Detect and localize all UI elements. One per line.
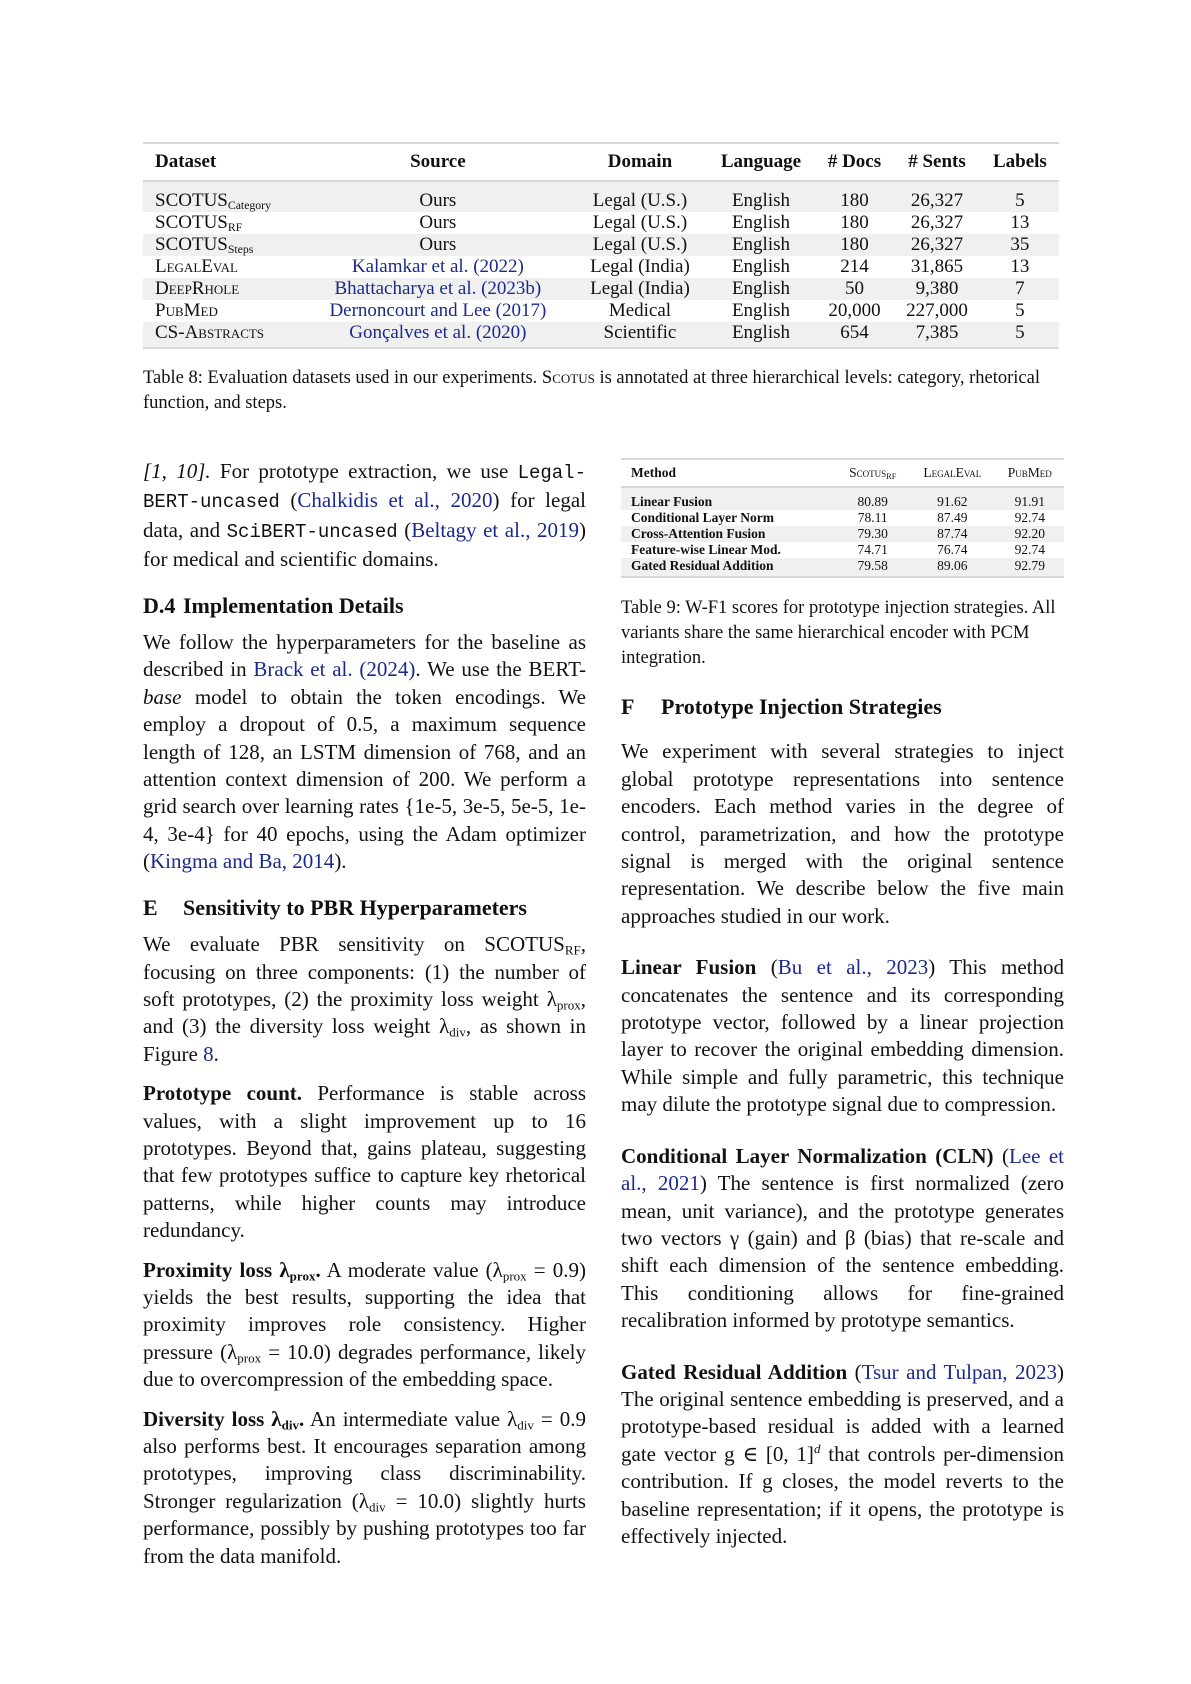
subscript: div <box>449 1024 466 1040</box>
domain-cell <box>574 181 707 212</box>
cell-text: 26,327 <box>910 234 964 255</box>
text: For prototype extraction, we use <box>210 459 518 483</box>
text: Scotus <box>849 465 887 480</box>
citation-link[interactable]: Chalkidis et al., 2020 <box>297 488 493 513</box>
paragraph <box>143 1406 586 1570</box>
text: ) for medical and scientific domains. <box>143 517 586 572</box>
score-cell: 92.74 <box>1014 542 1045 557</box>
model-name: Legal-BERT-uncased <box>143 462 586 514</box>
cell-text: 5 <box>1015 190 1025 211</box>
cell-text: English <box>731 300 791 321</box>
score-cell: 91.91 <box>996 487 1064 510</box>
cell-text: Legal (India) <box>590 278 690 299</box>
paragraph <box>143 629 586 876</box>
text: that controls per-dimension contribution. If g closes, the model reverts to the baseline representation; if it opens, the prototype is effectively injected. <box>621 1441 1065 1548</box>
paragraph <box>143 931 586 1068</box>
run-in-heading: Conditional Layer Normalization (CLN) <box>621 1143 994 1168</box>
score-cell: 76.74 <box>937 542 968 557</box>
col-header: PubMed <box>996 459 1064 487</box>
cell-text: 26,327 <box>910 212 964 233</box>
cell-text: Scientific <box>603 322 677 343</box>
italic-text: base <box>143 684 182 709</box>
caption-text: is annotated at three hierarchical levels: category, rhetorical function, and steps. <box>143 368 1040 413</box>
text: . We use the BERT- <box>415 657 587 682</box>
caption-text: Table 8: Evaluation datasets used in our experiments. <box>143 368 542 388</box>
subscript: RF <box>227 220 243 234</box>
figure-link[interactable]: 8 <box>203 1041 214 1066</box>
col-header: Source <box>302 143 574 181</box>
cell-text: Ours <box>419 212 457 233</box>
section-number: E <box>143 894 158 920</box>
language-cell <box>706 181 815 212</box>
score-cell: 79.58 <box>836 558 909 577</box>
sents-cell <box>893 181 981 212</box>
cell-text: PubMed <box>155 300 218 321</box>
subscript: prox <box>556 997 581 1013</box>
text: . <box>298 1406 305 1431</box>
section-title: Sensitivity to PBR Hyperparameters <box>183 894 527 920</box>
cell-text: 35 <box>1010 234 1030 255</box>
dataset-cell <box>143 278 302 300</box>
run-in-heading <box>143 1407 304 1431</box>
labels-cell <box>981 278 1059 300</box>
paragraph <box>143 458 586 574</box>
sents-cell <box>893 300 981 322</box>
section-heading-f <box>621 693 1064 720</box>
cell-text: 5 <box>1015 300 1025 321</box>
score-cell: 79.30 <box>836 526 909 542</box>
col-header: Dataset <box>143 143 302 181</box>
source-cell <box>302 181 574 212</box>
col-header: LegalEval <box>909 459 996 487</box>
source-cell <box>302 234 574 256</box>
language-cell <box>706 322 815 348</box>
text: = 10.0) slightly hurts performance, possibly by pushing prototypes too far from the data manifold. <box>143 1488 586 1568</box>
subscript: RF <box>564 942 581 958</box>
section-number: F <box>621 694 635 719</box>
table-row <box>143 322 1059 348</box>
cell-text: English <box>731 190 791 211</box>
cell-text: English <box>731 212 791 233</box>
sents-cell <box>893 234 981 256</box>
language-cell <box>706 278 815 300</box>
docs-cell <box>816 300 894 322</box>
section-number: D.4 <box>143 592 176 618</box>
section-heading-d4 <box>143 592 586 619</box>
subscript: Category <box>227 198 271 212</box>
injection-strategies-table <box>621 458 1064 578</box>
table-body <box>621 487 1064 577</box>
cell-text: 654 <box>840 322 869 343</box>
table-row <box>621 487 1064 510</box>
labels-cell <box>981 181 1059 212</box>
method-cell: Linear Fusion <box>621 487 836 510</box>
table-row <box>143 300 1059 322</box>
text: ( <box>397 517 412 542</box>
text: Performance is stable across values, with a slight improvement up to 16 prototypes. Beyond that, gains plateau, suggesting that few prototypes suffice to capture key rhetorical patterns, while higher counts may introduce redundancy. <box>143 1081 586 1243</box>
model-name: SciBERT-uncased <box>226 520 398 543</box>
table-9-caption: Table 9: W-F1 scores for prototype injection strategies. All variants share the same hierarchical encoder with PCM integration. <box>621 598 1056 668</box>
dataset-cell <box>143 256 302 278</box>
cell-text: 214 <box>840 256 869 277</box>
math-range: [1, 10]. <box>143 459 211 483</box>
source-cell[interactable] <box>302 278 574 300</box>
cell-text: Legal (U.S.) <box>592 190 688 211</box>
subscript: prox <box>237 1350 262 1366</box>
table-body <box>143 181 1059 348</box>
table-8-caption <box>143 366 1063 416</box>
dataset-cell <box>143 181 302 212</box>
cell-text[interactable]: Bhattacharya et al. (2023b) <box>334 278 542 299</box>
cell-text: DeepRhole <box>155 278 240 299</box>
text: Proximity loss λ <box>143 1257 290 1282</box>
score-cell: 92.74 <box>1014 510 1045 525</box>
subscript: div <box>368 1499 386 1515</box>
cell-text: English <box>731 278 791 299</box>
text: We evaluate PBR sensitivity on SCOTUS <box>143 932 565 957</box>
score-cell: 91.62 <box>909 487 996 510</box>
table-row <box>621 510 1064 526</box>
text: = 0.9) yields the best results, supporting the idea that proximity improves role consistency. Higher pressure (λ <box>143 1257 587 1364</box>
subscript: RF <box>886 472 897 482</box>
citation-link[interactable]: Beltagy et al., 2019 <box>411 517 579 542</box>
docs-cell <box>816 322 894 348</box>
text: An intermediate value λ <box>304 1406 518 1431</box>
paragraph <box>621 1143 1064 1335</box>
cell-text: LegalEval <box>155 256 238 277</box>
section-heading-e <box>143 894 586 921</box>
cell-text: Legal (U.S.) <box>592 234 688 255</box>
subscript: prox <box>289 1267 316 1283</box>
subscript: prox <box>502 1267 527 1283</box>
cell-text: 20,000 <box>828 300 881 321</box>
text: ) for legal data, and <box>143 488 586 542</box>
table-row <box>621 558 1064 577</box>
dataset-cell <box>143 212 302 234</box>
paragraph <box>621 1359 1064 1551</box>
method-cell: Gated Residual Addition <box>621 558 836 577</box>
method-cell: Cross-Attention Fusion <box>621 526 836 542</box>
citation-link[interactable]: Bu et al., 2023 <box>777 955 929 980</box>
subscript: div <box>517 1416 534 1432</box>
cell-text: English <box>731 234 791 255</box>
dataset-cell <box>143 234 302 256</box>
paragraph: We experiment with several strategies to inject global prototype representations into sentence encoders. Each method varies in the degree of control, parametrization, and how the prototype signal is merged with the original sentence representation. We describe below the five main approaches studied in our work. <box>621 739 1064 928</box>
cell-text: English <box>731 256 791 277</box>
subscript: Steps <box>227 242 254 256</box>
cell-text: 5 <box>1015 322 1025 343</box>
cell-text: English <box>731 322 791 343</box>
citation-link[interactable]: Brack et al. (2024) <box>253 657 416 682</box>
right-column <box>621 458 1064 1550</box>
text: = 0.9 also performs best. It encourages separation among prototypes, improving class discriminability. Stronger regularization (λ <box>143 1406 586 1513</box>
score-cell: 92.20 <box>996 526 1064 542</box>
section-title: Implementation Details <box>183 592 404 618</box>
cell-text: SCOTUS <box>155 234 228 255</box>
labels-cell <box>981 212 1059 234</box>
method-cell: Conditional Layer Norm <box>631 510 775 525</box>
cell-text: 13 <box>1010 212 1030 233</box>
cell-text[interactable]: Gonçalves et al. (2020) <box>349 322 527 343</box>
cell-text: 7 <box>1015 278 1025 299</box>
table-9 <box>621 458 1064 671</box>
text: ) The original sentence embedding is preserved, and a prototype-based residual is added with a learned gate vector g ∈ [0, 1] <box>621 1359 1064 1466</box>
source-cell[interactable] <box>302 300 574 322</box>
cell-text: 7,385 <box>915 322 959 343</box>
labels-cell <box>981 300 1059 322</box>
text: ( <box>993 1143 1009 1168</box>
score-cell: 87.74 <box>909 526 996 542</box>
citation-link[interactable]: Lee et al., 2021 <box>621 1143 1064 1196</box>
cell-text: Legal (U.S.) <box>592 212 688 233</box>
language-cell <box>706 256 815 278</box>
cell-text: 180 <box>840 212 869 233</box>
source-cell[interactable] <box>302 256 574 278</box>
col-header: Domain <box>574 143 707 181</box>
citation-link[interactable]: Kingma and Ba, 2014 <box>150 849 335 874</box>
text: ) This method concatenates the sentence and its corresponding prototype vector, followed by a linear projection layer to recover the original embedding dimension. While simple and fully parametric, this technique may dilute the prototype signal due to compression. <box>621 955 1064 1117</box>
cell-text[interactable]: Dernoncourt and Lee (2017) <box>329 300 547 321</box>
cell-text: Legal (India) <box>590 256 690 277</box>
col-header <box>836 459 909 487</box>
table-header-row <box>621 459 1064 487</box>
dataset-cell <box>143 300 302 322</box>
paragraph <box>143 1080 586 1244</box>
run-in-heading <box>143 1258 321 1282</box>
language-cell <box>706 300 815 322</box>
source-cell <box>302 212 574 234</box>
score-cell: 74.71 <box>857 542 888 557</box>
docs-cell <box>816 256 894 278</box>
text: ( <box>279 488 298 513</box>
sents-cell <box>893 212 981 234</box>
section-title: Prototype Injection Strategies <box>661 694 942 719</box>
language-cell <box>706 212 815 234</box>
text: A moderate value (λ <box>320 1257 503 1282</box>
paragraph <box>621 954 1064 1118</box>
labels-cell <box>981 322 1059 348</box>
cell-text: SCOTUS <box>155 212 228 233</box>
domain-cell <box>574 300 707 322</box>
cell-text: Ours <box>419 190 457 211</box>
col-header: # Sents <box>893 143 981 181</box>
table-8 <box>143 142 1059 349</box>
run-in-heading: Linear Fusion <box>621 955 757 980</box>
cell-text: 180 <box>840 234 869 255</box>
caption-dataset-name: Scotus <box>541 368 595 388</box>
language-cell <box>706 234 815 256</box>
cell-text: CS-Abstracts <box>155 322 265 343</box>
cell-text: Medical <box>608 300 672 321</box>
score-cell: 78.11 <box>857 510 888 525</box>
text: ). <box>334 849 347 874</box>
score-cell: 80.89 <box>836 487 909 510</box>
text: ( <box>756 955 778 980</box>
table-row <box>143 181 1059 212</box>
text: , and (3) the diversity loss weight λ <box>143 986 586 1039</box>
paragraph <box>143 1257 586 1394</box>
labels-cell <box>981 234 1059 256</box>
method-cell: Feature-wise Linear Mod. <box>631 542 781 557</box>
text: We follow the hyperparameters for the baseline as described in <box>143 630 586 682</box>
docs-cell <box>816 181 894 212</box>
cell-text: SCOTUS <box>155 190 228 211</box>
cell-text: 227,000 <box>906 300 968 321</box>
col-header: # Docs <box>816 143 894 181</box>
score-cell: 87.49 <box>937 510 968 525</box>
docs-cell <box>816 234 894 256</box>
table-row <box>143 234 1059 256</box>
table-row <box>621 526 1064 542</box>
text: Diversity loss λ <box>143 1406 282 1431</box>
cell-text: 26,327 <box>910 190 964 211</box>
superscript: d <box>813 1440 821 1456</box>
dataset-cell <box>143 322 302 348</box>
cell-text[interactable]: Kalamkar et al. (2022) <box>351 256 524 277</box>
left-column <box>143 458 586 1570</box>
score-cell: 89.06 <box>909 558 996 577</box>
cell-text: 9,380 <box>915 278 959 299</box>
sents-cell <box>893 278 981 300</box>
text: model to obtain the token encodings. We employ a dropout of 0.5, a maximum sequence length of 128, an LSTM dimension of 768, and an attention context dimension of 200. We perform a grid search over learning rates {1e-5, 3e-5, 5e-5, 1e-4, 3e-4} for 40 epochs, using the Adam optimizer ( <box>143 684 586 874</box>
subscript: div <box>281 1416 299 1432</box>
text: ) The sentence is first normalized (zero mean, unit variance), and the prototype generates two vectors γ (gain) and β (bias) that re-scale and shift each dimension of the sentence embedding. This conditioning allows for fine-grained recalibration informed by prototype semantics. <box>621 1171 1064 1333</box>
domain-cell <box>574 256 707 278</box>
docs-cell <box>816 278 894 300</box>
cell-text: Ours <box>419 234 457 255</box>
run-in-heading: Prototype count. <box>143 1081 302 1106</box>
table-row <box>143 212 1059 234</box>
text: , as shown in Figure <box>143 1014 586 1066</box>
cell-text: 50 <box>844 278 864 299</box>
col-header: Method <box>621 459 836 487</box>
domain-cell <box>574 234 707 256</box>
text: . <box>315 1257 321 1282</box>
domain-cell <box>574 322 707 348</box>
text: , focusing on three components: (1) the number of soft prototypes, (2) the proximity loss weight λ <box>143 932 586 1011</box>
domain-cell <box>574 212 707 234</box>
text: = 10.0) degrades performance, likely due to overcompression of the embedding space. <box>143 1339 586 1392</box>
text: . <box>213 1041 219 1066</box>
sents-cell <box>893 322 981 348</box>
labels-cell <box>981 256 1059 278</box>
table-header-row <box>143 143 1059 181</box>
table-row <box>143 278 1059 300</box>
col-header: Language <box>706 143 815 181</box>
cell-text: 31,865 <box>910 256 964 277</box>
source-cell[interactable] <box>302 322 574 348</box>
sents-cell <box>893 256 981 278</box>
cell-text: 180 <box>840 190 869 211</box>
run-in-heading: Gated Residual Addition <box>621 1359 848 1384</box>
score-cell: 92.79 <box>996 558 1064 577</box>
table-row <box>143 256 1059 278</box>
col-header: Labels <box>981 143 1059 181</box>
text: ( <box>847 1359 862 1384</box>
domain-cell <box>574 278 707 300</box>
cell-text: 13 <box>1010 256 1030 277</box>
datasets-table <box>143 142 1059 349</box>
table-row <box>621 542 1064 558</box>
citation-link[interactable]: Tsur and Tulpan, 2023 <box>861 1359 1057 1384</box>
docs-cell <box>816 212 894 234</box>
